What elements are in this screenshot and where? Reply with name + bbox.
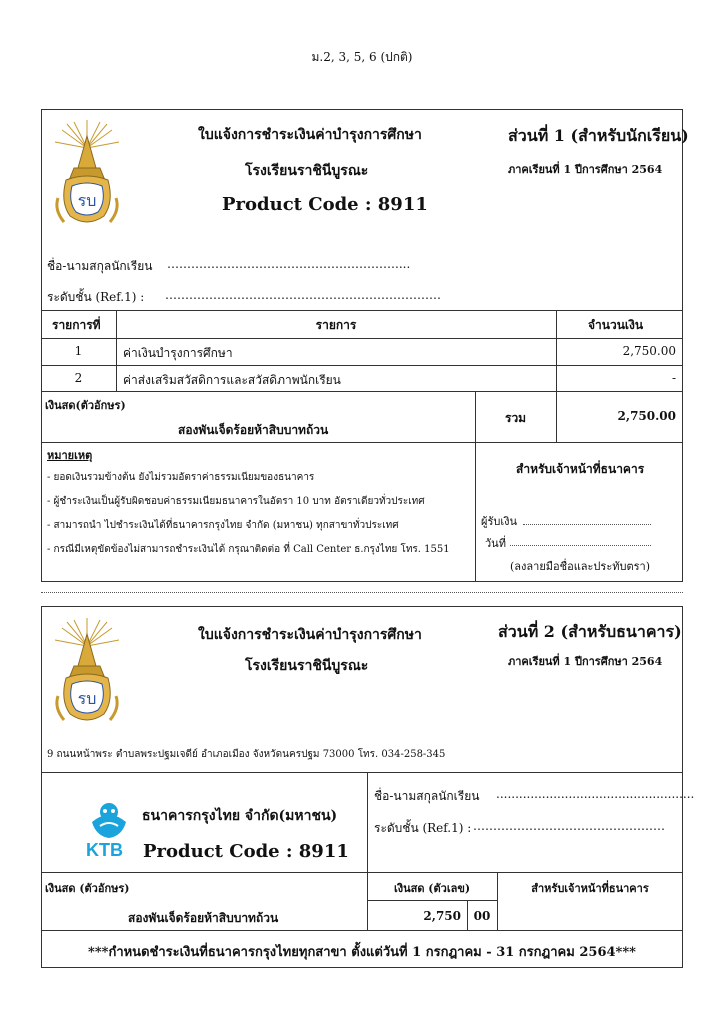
cash-text: สองพันเจ็ดร้อยห้าสิบบาทถ้วน [178,423,329,437]
cash-baht: 2,750 [423,909,461,923]
table-row: 2,750.00 [622,344,676,358]
col-item-header: รายการ [315,318,357,332]
school-seal-icon [52,118,122,230]
part1-name-label: ชื่อ-นามสกุลนักเรียน [47,259,153,273]
part1-term: ภาคเรียนที่ 1 ปีการศึกษา 2564 [508,163,663,176]
part1-product-code: Product Code : 8911 [222,194,428,215]
part1-title: ใบแจ้งการชำระเงินค่าบำรุงการศึกษา [198,127,422,143]
part2-name-label: ชื่อ-นามสกุลนักเรียน [374,789,480,803]
receiver-field[interactable] [523,524,651,525]
remark-item: - สามารถนำ ไปชำระเงินได้ที่ธนาคารกรุงไทย จำกัด (มหาชน) ทุกสาขาทั่วประเทศ [47,520,399,531]
svg-text:รบ: รบ [77,689,97,708]
school-address: 9 ถนนหน้าพระ ตำบลพระปฐมเจดีย์ อำเภอเมือง จังหวัดนครปฐม 73000 โทร. 034-258-345 [47,749,446,760]
table-row: ค่าเงินบำรุงการศึกษา [123,346,233,360]
part1-ref-field[interactable]: …………………………………………………………… [165,288,441,302]
remarks-title: หมายเหตุ [47,449,93,462]
form-code: ม.2, 3, 5, 6 (ปกติ) [311,50,413,64]
col-amount-header: จำนวนเงิน [588,318,644,332]
part2-ref-field[interactable]: ………………………………………… [473,819,665,833]
table-row: 2 [74,371,83,385]
part1-ref-label: ระดับชั้น (Ref.1) : [47,290,145,304]
ktb-logo-icon [88,800,130,840]
table-row: ค่าส่งเสริมสวัสดิการและสวัสดิภาพนักเรียน [123,373,341,387]
part1-name-field[interactable]: ………………………………………………….... [167,257,411,271]
part2-cash-text-label: เงินสด (ตัวอักษร) [45,882,130,895]
payment-deadline: ***กำหนดชำระเงินที่ธนาคารกรุงไทยทุกสาขา ตั้งแต่วันที่ 1 กรกฎาคม - 31 กรกฎาคม 2564*** [88,945,636,960]
remark-item: - กรณีมีเหตุขัดข้องไม่สามารถชำระเงินได้ กรุณาติดต่อ ที่ Call Center ธ.กรุงไทย โทร. 1551 [47,544,450,555]
part2-ref-label: ระดับชั้น (Ref.1) : [374,821,472,835]
remark-item: - ยอดเงินรวมข้างต้น ยังไม่รวมอัตราค่าธรรมเนียมของธนาคาร [47,472,315,483]
sign-note: (ลงลายมือชื่อและประทับตรา) [510,560,650,573]
total-amount: 2,750.00 [617,409,676,423]
table-row: - [671,371,676,385]
table-row: 1 [74,344,83,358]
part2-cash-text: สองพันเจ็ดร้อยห้าสิบบาทถ้วน [128,911,279,925]
total-label: รวม [505,411,527,425]
part1-part-label: ส่วนที่ 1 (สำหรับนักเรียน) [508,126,689,145]
part2-part-label: ส่วนที่ 2 (สำหรับธนาคาร) [498,622,682,641]
bank-officer-title: สำหรับเจ้าหน้าที่ธนาคาร [516,462,645,476]
date-field[interactable] [510,545,651,546]
part2-term: ภาคเรียนที่ 1 ปีการศึกษา 2564 [508,655,663,668]
receiver-label: ผู้รับเงิน [481,515,517,528]
part1-school: โรงเรียนราชินีบูรณะ [245,163,369,179]
cash-text-label: เงินสด(ตัวอักษร) [45,399,126,412]
date-label: วันที่ [485,537,506,550]
remark-item: - ผู้ชำระเงินเป็นผู้รับผิดชอบค่าธรรมเนียมธนาคารในอัตรา 10 บาท อัตราเดียวทั่วประเทศ [47,496,425,507]
cut-line [41,592,683,593]
school-seal-icon [52,616,122,728]
cash-num-label: เงินสด (ตัวเลข) [393,882,471,895]
svg-text:รบ: รบ [77,191,97,210]
bank-name: ธนาคารกรุงไทย จำกัด(มหาชน) [142,808,338,824]
part2-title: ใบแจ้งการชำระเงินค่าบำรุงการศึกษา [198,627,422,643]
part2-bank-officer-title: สำหรับเจ้าหน้าที่ธนาคาร [531,882,649,895]
ktb-logo-text: KTB [86,840,123,860]
cash-satang: 00 [473,909,491,923]
col-no-header: รายการที่ [52,318,101,332]
part2-product-code: Product Code : 8911 [143,841,349,862]
part2-school: โรงเรียนราชินีบูรณะ [245,658,369,674]
part2-name-field[interactable]: .................................................... [496,787,695,801]
